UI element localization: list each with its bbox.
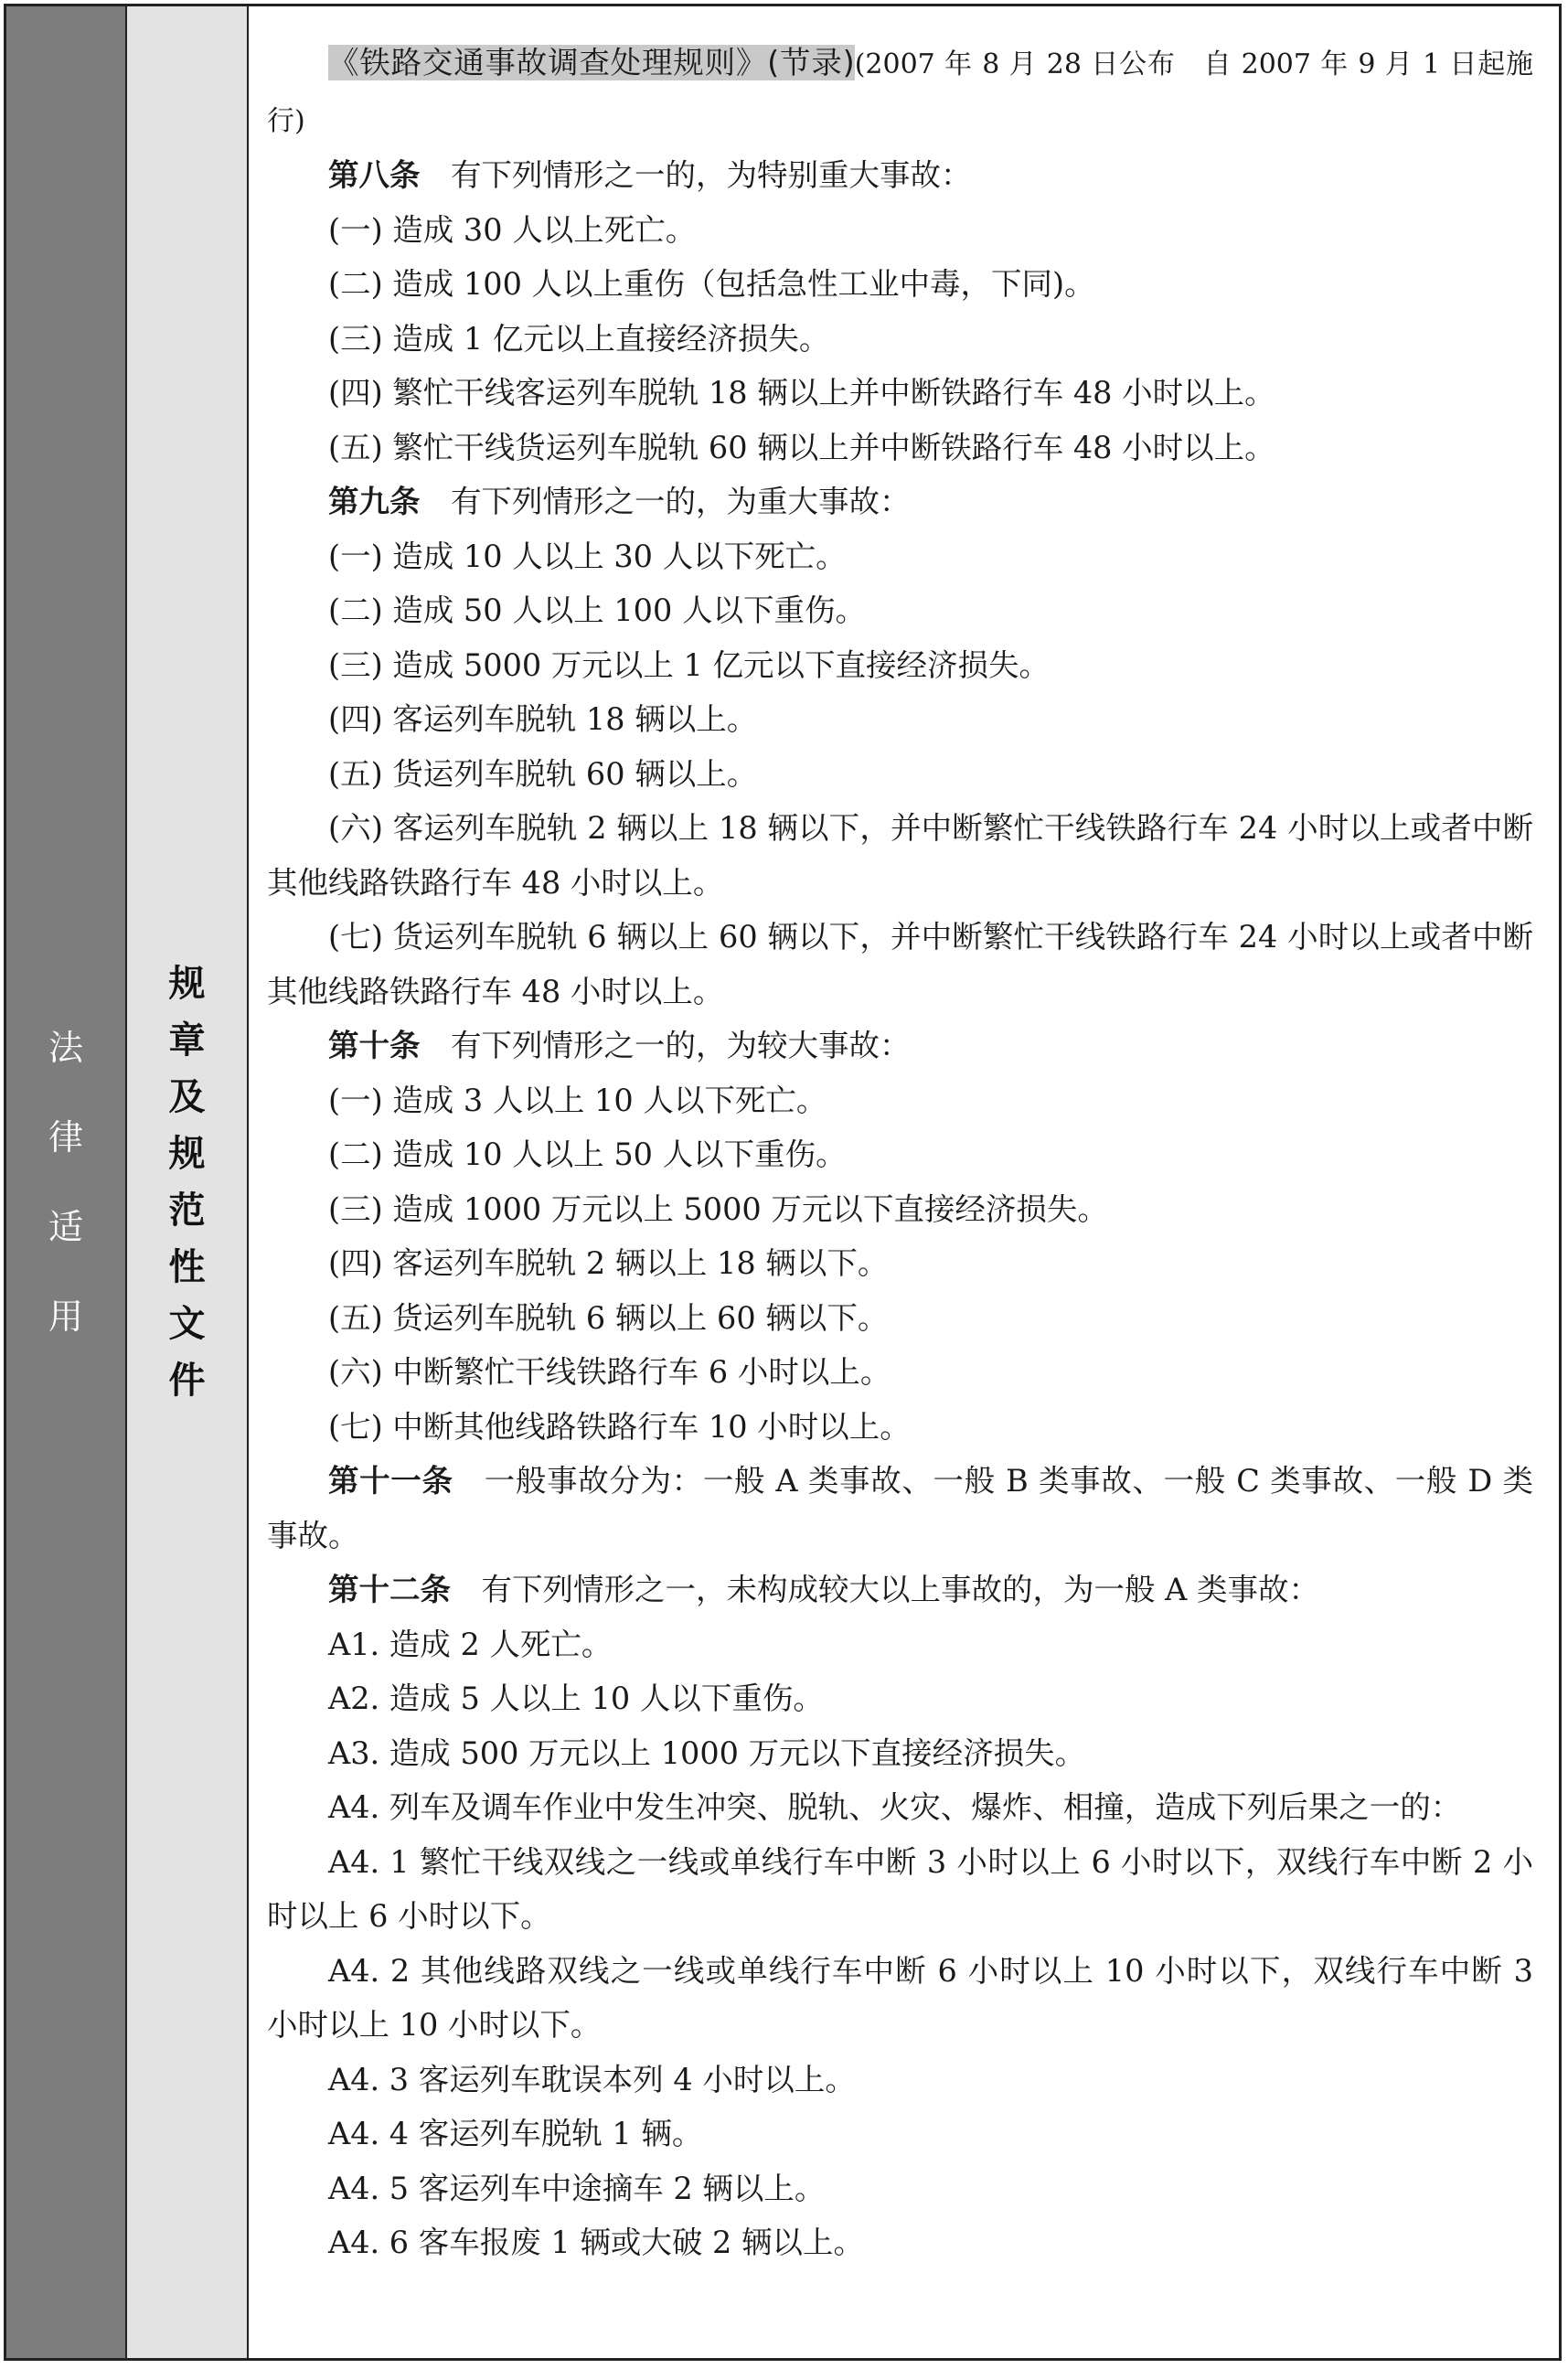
document-body [249, 6, 1559, 2358]
article-label: 第九条 [328, 484, 421, 519]
article-item: (四) 繁忙干线客运列车脱轨 18 辆以上并中断铁路行车 48 小时以上。 [328, 375, 1275, 411]
article-item: A3. 造成 500 万元以上 1000 万元以下直接经济损失。 [328, 1734, 1086, 1771]
category-char: 用 [48, 1297, 83, 1337]
article-item: A1. 造成 2 人死亡。 [328, 1626, 613, 1662]
article-item: (五) 货运列车脱轨 6 辆以上 60 辆以下。 [328, 1299, 889, 1336]
subcategory-char: 章 [168, 1019, 206, 1062]
article-intro: 有下列情形之一的，为重大事故： [451, 484, 911, 519]
article-item: (三) 造成 1 亿元以上直接经济损失。 [328, 320, 830, 357]
document-table [4, 4, 1562, 2361]
subcategory-char: 及 [168, 1076, 206, 1118]
article-item: (一) 造成 10 人以上 30 人以下死亡。 [328, 538, 847, 574]
article-item: (二) 造成 50 人以上 100 人以下重伤。 [328, 592, 866, 628]
article-intro: 有下列情形之一，未构成较大以上事故的，为一般 A 类事故： [481, 1572, 1319, 1607]
article-label: 第十条 [328, 1028, 421, 1063]
article-item: A4. 5 客运列车中途摘车 2 辆以上。 [328, 2170, 826, 2206]
article-11-heading [267, 1454, 1533, 1563]
subcategory-char: 规 [168, 963, 206, 1005]
article-item: (五) 繁忙干线货运列车脱轨 60 辆以上并中断铁路行车 48 小时以上。 [328, 429, 1275, 465]
article-item: (四) 客运列车脱轨 18 辆以上。 [328, 701, 758, 737]
document-heading [267, 36, 1533, 148]
subcategory-char: 规 [168, 1133, 206, 1175]
article-item: A4. 2 其他线路双线之一线或单线行车中断 6 小时以上 10 小时以下，双线行车中断 3 小时以上 10 小时以下。 [267, 1952, 1533, 2043]
article-item: A4. 1 繁忙干线双线之一线或单线行车中断 3 小时以上 6 小时以下，双线行车中断 2 小时以上 6 小时以下。 [267, 1843, 1533, 1934]
article-item: A4. 4 客运列车脱轨 1 辆。 [328, 2116, 703, 2151]
article-item: A4. 列车及调车作业中发生冲突、脱轨、火灾、爆炸、相撞，造成下列后果之一的： [328, 1789, 1462, 1825]
article-item: (七) 中断其他线路铁路行车 10 小时以上。 [328, 1408, 911, 1445]
article-8-heading [267, 148, 1533, 203]
article-item: (二) 造成 10 人以上 50 人以下重伤。 [328, 1136, 847, 1172]
article-item: A4. 6 客车报废 1 辆或大破 2 辆以上。 [328, 2225, 864, 2260]
category-column [6, 6, 127, 2358]
article-label: 第十一条 [328, 1463, 453, 1499]
article-label: 第十二条 [328, 1572, 451, 1607]
article-item: (七) 货运列车脱轨 6 辆以上 60 辆以下，并中断繁忙干线铁路行车 24 小时以上或者中断其他线路铁路行车 48 小时以上。 [267, 919, 1533, 1009]
subcategory-char: 性 [168, 1246, 206, 1288]
article-item: (三) 造成 5000 万元以上 1 亿元以下直接经济损失。 [328, 646, 1050, 683]
article-item: (四) 客运列车脱轨 2 辆以上 18 辆以下。 [328, 1245, 889, 1281]
subcategory-char: 件 [168, 1360, 206, 1402]
article-item: (一) 造成 3 人以上 10 人以下死亡。 [328, 1082, 827, 1118]
article-intro: 有下列情形之一的，为特别重大事故： [451, 157, 972, 193]
category-char: 律 [48, 1117, 83, 1158]
document-title: 《铁路交通事故调查处理规则》(节录) [328, 45, 855, 80]
article-item: (六) 中断繁忙干线铁路行车 6 小时以上。 [328, 1354, 891, 1390]
article-item: (三) 造成 1000 万元以上 5000 万元以下直接经济损失。 [328, 1190, 1108, 1227]
article-item: A2. 造成 5 人以上 10 人以下重伤。 [328, 1681, 824, 1716]
article-intro: 有下列情形之一的，为较大事故： [451, 1028, 911, 1063]
article-item: A4. 3 客运列车耽误本列 4 小时以上。 [328, 2061, 856, 2097]
article-item: (一) 造成 30 人以上死亡。 [328, 211, 697, 248]
subcategory-label [169, 955, 206, 1409]
subcategory-char: 文 [168, 1303, 206, 1345]
subcategory-char: 范 [168, 1190, 206, 1232]
subcategory-column [127, 6, 249, 2358]
article-12-heading [267, 1563, 1533, 1617]
article-item: (二) 造成 100 人以上重伤（包括急性工业中毒，下同)。 [328, 266, 1095, 302]
document-date-note: (2007 年 8 月 28 日公布 自 2007 年 9 月 1 日起施行) [267, 48, 1534, 137]
category-label [48, 1003, 83, 1361]
article-label: 第八条 [328, 157, 421, 193]
category-char: 法 [48, 1028, 83, 1068]
article-item: (六) 客运列车脱轨 2 辆以上 18 辆以下，并中断繁忙干线铁路行车 24 小时以上或者中断其他线路铁路行车 48 小时以上。 [267, 810, 1533, 901]
category-char: 适 [48, 1207, 83, 1247]
article-9-heading [267, 475, 1533, 529]
article-text: 一般事故分为：一般 A 类事故、一般 B 类事故、一般 C 类事故、一般 D 类事故。 [267, 1463, 1534, 1553]
article-item: (五) 货运列车脱轨 60 辆以上。 [328, 755, 758, 792]
article-10-heading [267, 1019, 1533, 1073]
